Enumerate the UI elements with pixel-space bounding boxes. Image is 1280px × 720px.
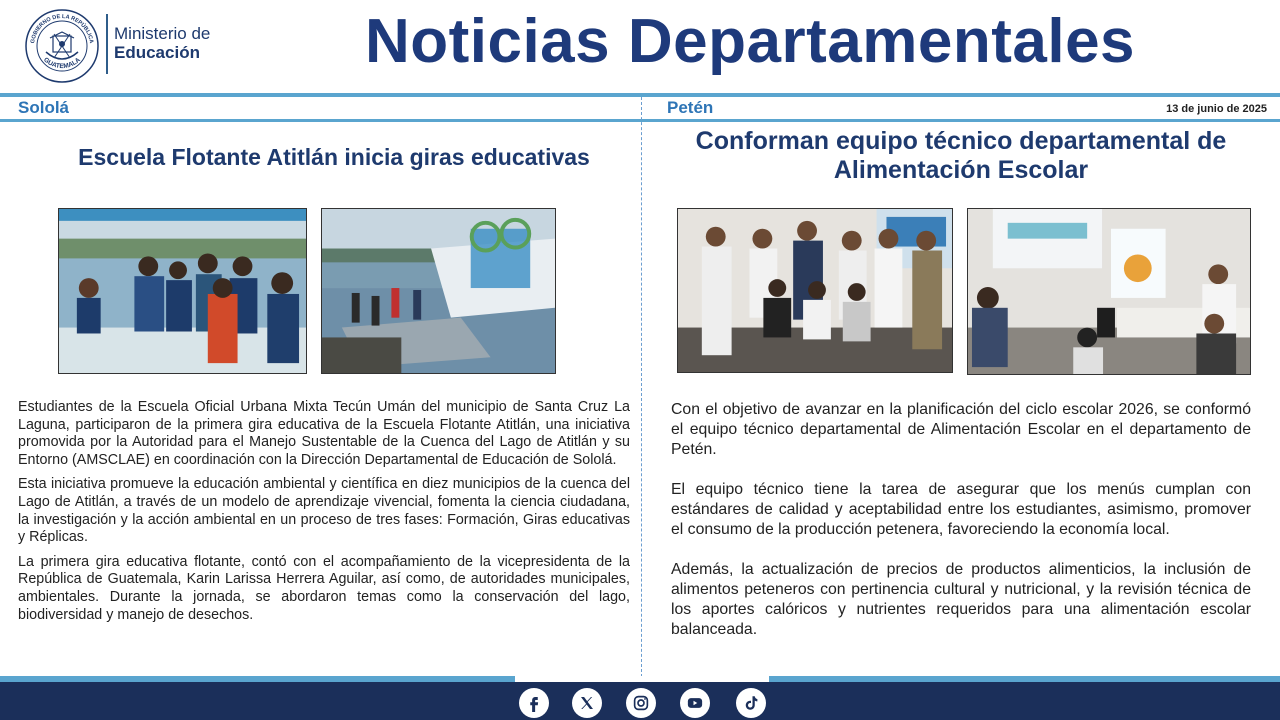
- section-rule: [0, 119, 1280, 122]
- seal-text-top: GOBIERNO DE LA REPÚBLICA: [30, 13, 94, 44]
- right-article-paragraph: Con el objetivo de avanzar en la planificación del ciclo escolar 2026, se conformó el equipo técnico departamental de Alimentación Escolar en el departamento de Petén.: [671, 401, 1251, 458]
- section-label-peten: Petén: [667, 98, 714, 117]
- seal-text-bottom: GUATEMALA: [42, 56, 82, 71]
- youtube-icon[interactable]: [680, 688, 710, 718]
- floating-school-boat-photo: [321, 208, 556, 374]
- left-article-paragraph: La primera gira educativa flotante, contó con el acompañamiento de la vicepresidenta de la República de Guatemala, Karin Larissa Herrera Aguilar, así como, de autoridades municipales, ambientales. Durante la jornada, se abordaron temas como la conservación del lago, biodiversidad y manejo de desechos.: [18, 553, 630, 623]
- ministry-line1: Ministerio de: [114, 24, 211, 43]
- publication-date: 13 de junio de 2025: [1166, 103, 1267, 115]
- meeting-presentation-photo: [967, 208, 1251, 375]
- right-article-paragraph: Además, la actualización de precios de productos alimenticios, la inclusión de alimentos peteneros con pertinencia cultural y nutricional, y la revisión técnica de los aportes calóricos y nutrientes requeridos para una alimentación escolar balanceada.: [671, 561, 1251, 638]
- right-article-headline: Conforman equipo técnico departamental de Alimentación Escolar: [695, 127, 1227, 184]
- right-article-paragraph: El equipo técnico tiene la tarea de asegurar que los menús cumplan con estándares de calidad y aceptabilidad entre los estudiantes, asimismo, promover el consumo de la producción petenera, favoreciendo la economía local.: [671, 481, 1251, 538]
- section-bar: [0, 97, 1280, 119]
- left-article-body: [18, 399, 630, 631]
- section-label-solola: Sololá: [18, 98, 70, 117]
- page-title: Noticias Departamentales: [364, 7, 1136, 76]
- left-article-headline: Escuela Flotante Atitlán inicia giras educativas: [78, 144, 590, 170]
- tiktok-icon[interactable]: [736, 688, 766, 718]
- column-divider: [641, 97, 642, 677]
- left-article-paragraph: Esta iniciativa promueve la educación ambiental y científica en diez municipios de la cuenca del Lago de Atitlán, a través de un modelo de aprendizaje vivencial, fomenta la ciencia ciudadana, la investigación y la acción ambiental en un proceso de tres fases: Formación, Giras educativas y Réplicas.: [18, 476, 630, 546]
- header-divider: [106, 14, 108, 74]
- left-article-paragraph: Estudiantes de la Escuela Oficial Urbana Mixta Tecún Umán del municipio de Santa Cruz La Laguna, participaron de la primera gira educativa de la Escuela Flotante Atitlán, una iniciativa promovida por la Autoridad para el Manejo Sustentable de la Cuenca del Lago de Atitlán y su Entorno (AMSCLAE) en coordinación con la Dirección Departamental de Educación de Sololá.: [18, 399, 630, 468]
- instagram-icon[interactable]: [626, 688, 656, 718]
- facebook-icon[interactable]: [519, 688, 549, 718]
- guatemala-seal-logo: [24, 8, 100, 84]
- ministry-line2: Educación: [114, 43, 200, 62]
- team-group-photo: [677, 208, 953, 373]
- right-article-body: [671, 400, 1251, 660]
- header: [0, 0, 1280, 92]
- students-boat-photo: [58, 208, 307, 374]
- x-icon[interactable]: [572, 688, 602, 718]
- ministry-logo: [114, 24, 210, 62]
